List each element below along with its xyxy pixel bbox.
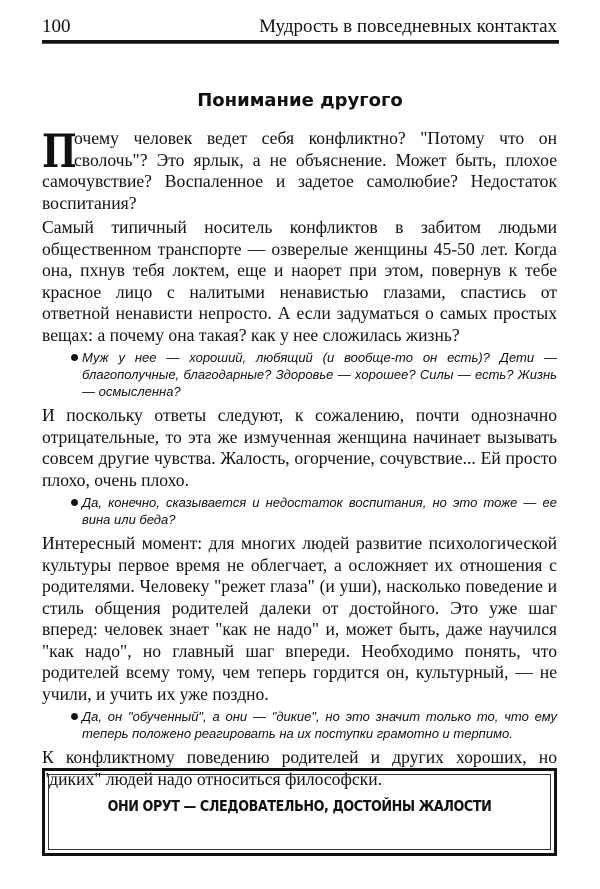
drop-cap: П [42, 124, 77, 178]
bullet-note-3 [82, 708, 557, 742]
bullet-icon [71, 713, 78, 720]
bullet-text: Муж у нее — хороший, любящий (и вообще-то он есть)? Дети — благополучные, благодарные? Здоровье — хорошее? Силы — есть? Жизнь — осмысленна? [82, 350, 557, 399]
bullet-text: Да, конечно, сказывается и недостаток воспитания, но это тоже — ее вина или беда? [82, 495, 557, 527]
section-title: Понимание другого [197, 90, 403, 111]
callout-text: ОНИ ОРУТ — СЛЕДОВАТЕЛЬНО, ДОСТОЙНЫ ЖАЛОСТИ [107, 797, 492, 815]
body-text [42, 124, 557, 793]
header-rule [42, 40, 559, 44]
bullet-note-2 [82, 494, 557, 528]
bullet-note-1 [82, 349, 557, 400]
page-number: 100 [42, 16, 71, 37]
callout-box [42, 768, 557, 856]
paragraph-1-text: очему человек ведет себя конфликтно? "Потому что он сволочь"? Это ярлык, а не объяснение. Может быть, плохое самочувствие? Воспаленное и задетое самолюбие? Недостаток воспитания? [42, 128, 557, 213]
paragraph-4: Интересный момент: для многих людей развитие психологической культуры первое время не облегчает, а осложняет их отношения с родителями. Человеку "режет глаза" (и уши), насколько поведение и стиль общения родителей далеки от достойного. Это уже шаг вперед: человек знает "как не надо" и, может быть, даже научился "как надо", но главный шаг впереди. Необходимо понять, что родителей всему тому, чем теперь гордится он, культурный, — не учили, и учить их уже поздно. [42, 533, 557, 704]
paragraph-1 [42, 124, 557, 214]
page-header [42, 16, 557, 40]
bullet-icon [71, 499, 78, 506]
paragraph-5: К конфликтному поведению родителей и других хороших, но "диких" людей надо относиться философски. [42, 747, 557, 789]
bullet-text: Да, он "обученный", а они — "дикие", но это значит только то, что ему теперь положено реагировать на их поступки грамотно и терпимо. [82, 709, 557, 741]
paragraph-3: И поскольку ответы следуют, к сожалению, почти однозначно отрицательные, то эта же измученная женщина начинает вызывать совсем другие чувства. Жалость, огорчение, сочувствие... Ей просто плохо, очень плохо. [42, 405, 557, 490]
bullet-icon [71, 354, 78, 361]
paragraph-2: Самый типичный носитель конфликтов в забитом людьми общественном транспорте — озверелые женщины 45-50 лет. Когда она, пхнув тебя локтем, еще и наорет при этом, повернув к тебе красное лицо с налитыми ненавистью глазами, спастись от ответной ненависти непросто. А если задуматься о самых простых вещах: а почему она такая? как у нее сложилась жизнь? [42, 217, 557, 345]
running-title: Мудрость в повседневных контактах [259, 16, 557, 37]
